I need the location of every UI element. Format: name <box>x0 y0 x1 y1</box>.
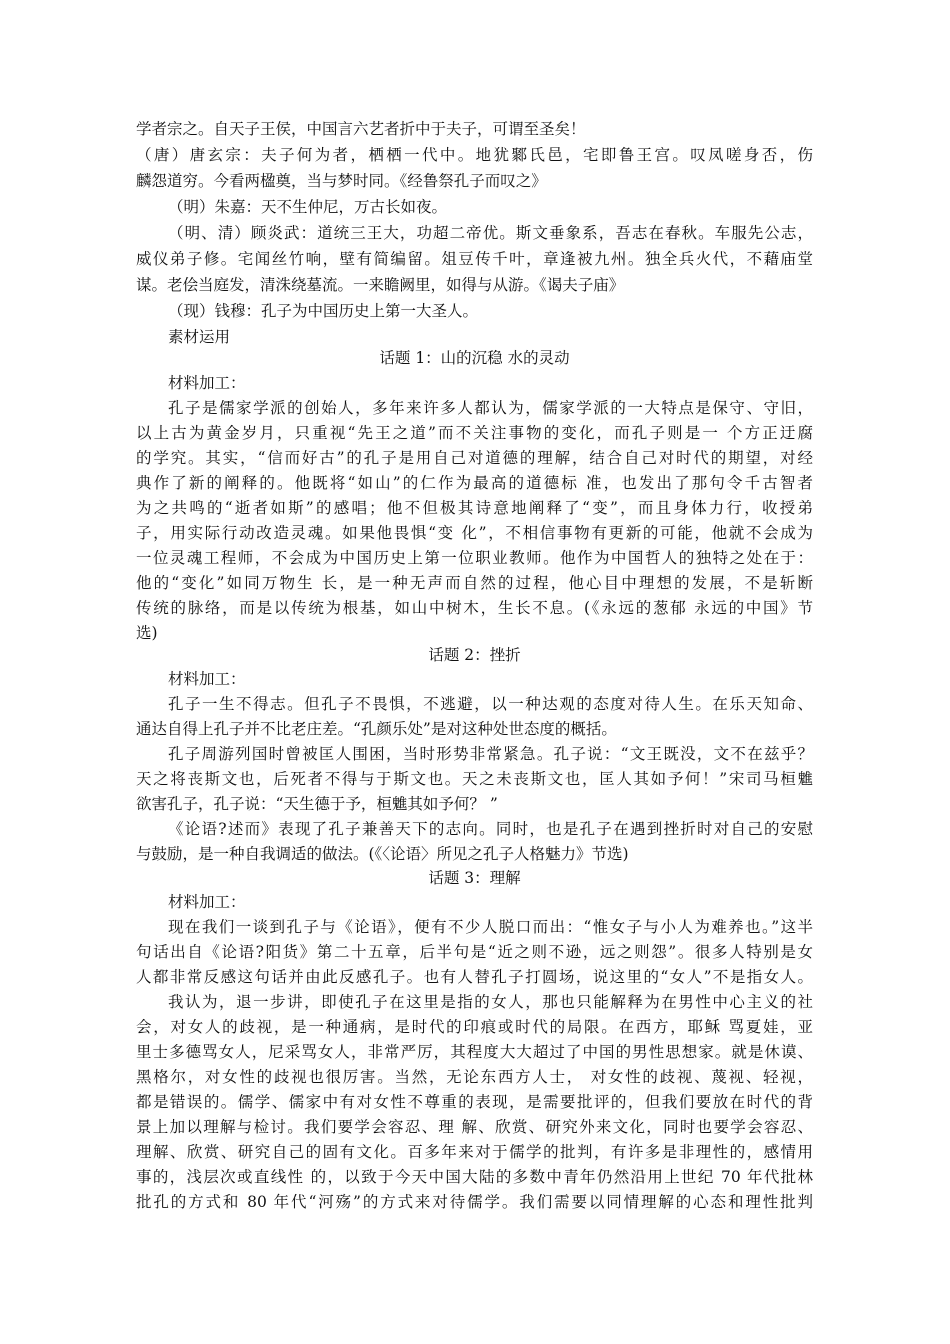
text-line: 传统的脉络，而是以传统为根基，如山中树木，生长不息。(《永远的葱郁 永远的中国》节 <box>136 599 813 617</box>
subheading: 材料加工： <box>168 670 246 688</box>
text-line: 的学究。其实，“信而好古”的孔子是用自己对道德的理解，结合自己对时代的期望，对经 <box>136 449 813 467</box>
text-line: 子，用实际行动改造灵魂。如果他畏惧“变 化”，不相信事物有更新的可能，他就不会成为 <box>136 524 813 542</box>
text-line: 现在我们一谈到孔子与《论语》，便有不少人脱口而出：“惟女子与小人为难养也。”这半 <box>168 918 813 936</box>
text-line: 与鼓励，是一种自我调适的做法。(《〈论语〉所见之孔子人格魅力》节选) <box>136 845 629 863</box>
text-line: 威仪弟子修。宅闻丝竹响，壁有简编留。俎豆传千叶，章逢被九州。独全兵火代，不藉庙堂 <box>136 250 813 268</box>
text-line: 都是错误的。儒学、儒家中有对女性不尊重的表现，是需要批评的，但我们要放在时代的背 <box>136 1093 813 1111</box>
text-line: （唐）唐玄宗：夫子何为者，栖栖一代中。地犹鄹氏邑，宅即鲁王宫。叹凤嗟身否，伤 <box>136 146 813 164</box>
text-line: 句话出自《论语?阳货》第二十五章，后半句是“近之则不逊，远之则怨”。很多人特别是女 <box>136 943 813 961</box>
text-line: 通达自得上孔子并不比老庄差。“孔颜乐处”是对这种处世态度的概括。 <box>136 720 617 738</box>
text-line: 《论语?述而》表现了孔子兼善天下的志向。同时，也是孔子在遇到挫折时对自己的安慰 <box>168 820 813 838</box>
text-line: 孔子一生不得志。但孔子不畏惧，不逃避，以一种达观的态度对待人生。在乐天知命、 <box>168 695 813 713</box>
text-line: 孔子周游列国时曾被匡人围困，当时形势非常紧急。孔子说：“文王既没，文不在兹乎？ <box>168 745 813 763</box>
text-line: 我认为，退一步讲，即使孔子在这里是指的女人，那也只能解释为在男性中心主义的社 <box>168 993 813 1011</box>
topic-heading: 话题 1：山的沉稳 水的灵动 <box>379 349 570 367</box>
text-line: 谋。老侩当庭发，清洙绕墓流。一来瞻阙里，如得与从游。《谒夫子庙》 <box>136 276 625 294</box>
text-line: 会，对女人的歧视，是一种通病，是时代的印痕或时代的局限。在西方，耶稣 骂夏娃，亚 <box>136 1018 813 1036</box>
text-line: 典作了新的阐释的。他既将“如山”的仁作为最高的道德标 准，也发出了那句令千古智者 <box>136 474 813 492</box>
text-line: 欲害孔子，孔子说：“天生德于予，桓魋其如予何？ ” <box>136 795 498 813</box>
text-line: 事的，浅层次或直线性 的，以致于今天中国大陆的多数中青年仍然沿用上世纪 70 年代批林 <box>136 1168 813 1186</box>
text-line: 批孔的方式和 80 年代“河殇”的方式来对待儒学。我们需要以同情理解的心态和理性批判 <box>136 1193 813 1211</box>
text-line: 景上加以理解与检讨。我们要学会容忍、理 解、欣赏、研究外来文化，同时也要学会容忍、 <box>136 1118 813 1136</box>
text-line: （明、清）顾炎武：道统三王大，功超二帝优。斯文垂象系，吾志在春秋。车服先公志， <box>168 224 813 242</box>
text-line: 他的“变化”如同万物生 长，是一种无声而自然的过程，他心目中理想的发展，不是斩断 <box>136 574 813 592</box>
text-line: 学者宗之。自天子王侯，中国言六艺者折中于夫子，可谓至圣矣！ <box>136 120 586 138</box>
text-line: 天之将丧斯文也，后死者不得与于斯文也。天之未丧斯文也，匡人其如予何！”宋司马桓魋 <box>136 770 813 788</box>
text-line: 麟怨道穷。今看两楹奠，当与梦时同。《经鲁祭孔子而叹之》 <box>136 172 547 190</box>
text-line: 选) <box>136 624 158 642</box>
text-line: （现）钱穆：孔子为中国历史上第一大圣人。 <box>168 302 479 320</box>
text-line: 黑格尔，对女性的歧视也很厉害。当然，无论东西方人士， 对女性的歧视、蔑视、轻视， <box>136 1068 813 1086</box>
topic-heading: 话题 3：理解 <box>428 869 521 887</box>
subheading: 材料加工： <box>168 374 246 392</box>
text-line: 一位灵魂工程师，不会成为中国历史上第一位职业教师。他作为中国哲人的独特之处在于： <box>136 549 813 567</box>
text-line: 人都非常反感这句话并由此反感孔子。也有人替孔子打圆场，说这里的“女人”不是指女人。 <box>136 968 813 986</box>
section-heading: 素材运用 <box>168 328 231 346</box>
text-line: 里士多德骂女人，尼采骂女人，非常严厉，其程度大大超过了中国的男性思想家。就是休谟、 <box>136 1043 813 1061</box>
text-line: （明）朱嘉：天不生仲尼，万古长如夜。 <box>168 198 448 216</box>
text-line: 为之共鸣的“逝者如斯”的感唱；他不但极其诗意地阐释了“变”，而且身体力行，收授弟 <box>136 499 813 517</box>
text-line: 以上古为黄金岁月，只重视“先王之道”而不关注事物的变化，而孔子则是一 个方正迂腐 <box>136 424 813 442</box>
subheading: 材料加工： <box>168 893 246 911</box>
topic-heading: 话题 2：挫折 <box>428 646 521 664</box>
text-line: 理解、欣赏、研究自己的固有文化。百多年来对于儒学的批判，有许多是非理性的，感情用 <box>136 1143 813 1161</box>
text-line: 孔子是儒家学派的创始人，多年来许多人都认为，儒家学派的一大特点是保守、守旧， <box>168 399 813 417</box>
